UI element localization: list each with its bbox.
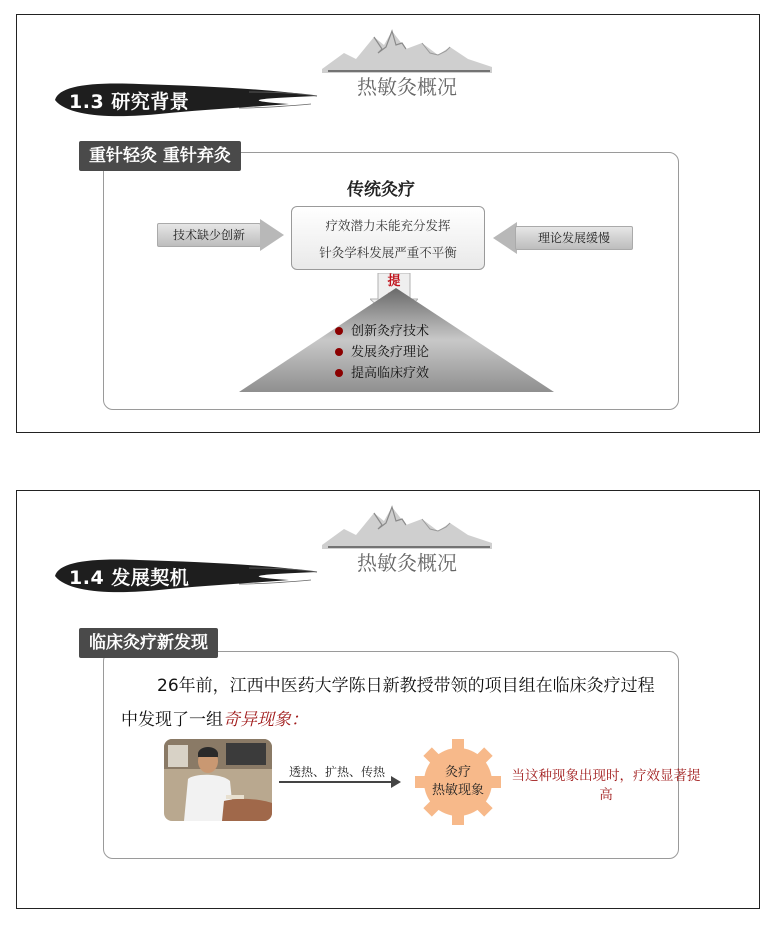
goal-item — [335, 342, 429, 363]
arrow-right-icon — [260, 219, 284, 251]
goal-item-label: 创新灸疗技术 — [351, 324, 430, 339]
paragraph-line-2 — [121, 705, 721, 730]
gear-label-line-2: 热敏现象 — [431, 783, 484, 798]
goal-list — [335, 321, 429, 384]
heat-arrow-label: 透热、扩热、传热 — [289, 765, 386, 779]
paragraph-line-1: 26年前，江西中医药大学陈日新教授带领的项目组在临床灸疗过程 — [157, 676, 655, 696]
section-tab-label: 临床灸疗新发现 — [79, 628, 218, 658]
mountain-logo — [322, 23, 492, 98]
left-arrow-technique — [157, 223, 283, 247]
result-text: 当这种现象出现时，疗效显著提高 — [511, 768, 701, 803]
section-title: 1.3 研究背景 — [69, 91, 190, 113]
gear-label — [413, 764, 503, 800]
goal-item-label: 提高临床疗效 — [351, 366, 430, 381]
arrow-head-icon — [391, 776, 401, 788]
paragraph-plain: 中发现了一组 — [121, 710, 223, 730]
right-arrow-label: 理论发展缓慢 — [537, 231, 610, 245]
diagram-title: 传统灸疗 — [347, 180, 415, 200]
section-title: 1.4 发展契机 — [69, 567, 190, 589]
bullet-dot-icon — [335, 327, 343, 335]
moxibustion-photo — [164, 739, 272, 821]
paragraph-highlight: 奇异现象： — [223, 710, 308, 730]
logo-caption: 热敏灸概况 — [357, 75, 457, 99]
gear-label-line-1: 灸疗 — [444, 765, 471, 780]
mountain-logo — [322, 499, 492, 574]
section-tab-label: 重针轻灸 重针弃灸 — [79, 141, 241, 171]
goal-item — [335, 363, 429, 384]
goal-item-label: 发展灸疗理论 — [351, 345, 430, 360]
center-problem-box — [291, 206, 485, 270]
mountain-icon — [322, 499, 492, 549]
left-arrow-label: 技术缺少创新 — [172, 228, 245, 242]
logo-caption: 热敏灸概况 — [357, 551, 457, 575]
slide-development-opportunity — [16, 490, 760, 909]
center-line-1: 疗效潜力未能充分发挥 — [325, 218, 451, 233]
slide-research-background — [16, 14, 760, 433]
bullet-dot-icon — [335, 369, 343, 377]
improve-char-1: 提 — [387, 274, 401, 289]
arrow-left-icon — [493, 222, 517, 254]
right-arrow-theory — [493, 226, 633, 250]
goal-item — [335, 321, 429, 342]
bullet-dot-icon — [335, 348, 343, 356]
heat-arrow-line — [279, 781, 397, 783]
center-line-2: 针灸学科发展严重不平衡 — [319, 245, 457, 260]
doctor-photo-illustration — [164, 739, 272, 821]
mountain-icon — [322, 23, 492, 73]
